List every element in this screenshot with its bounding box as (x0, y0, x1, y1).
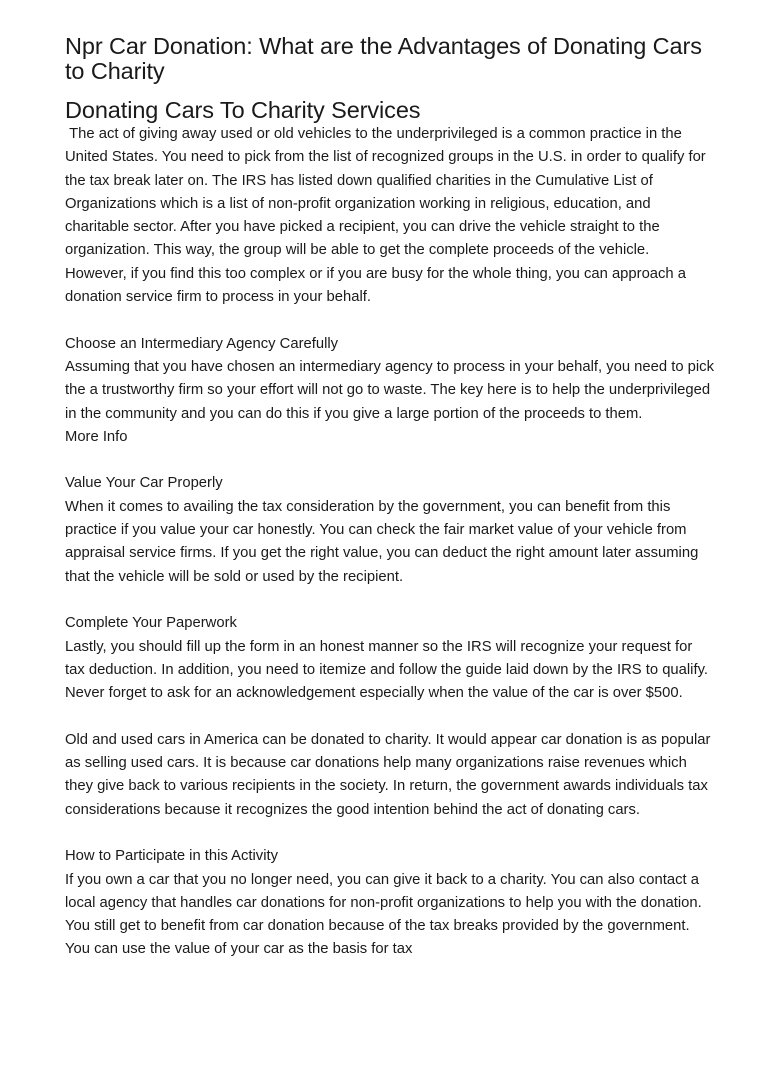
more-info-link[interactable]: More Info (65, 428, 128, 445)
subheading-value-car: Value Your Car Properly (65, 475, 223, 492)
intro-paragraph: The act of giving away used or old vehicles to the underprivileged is a common practice in the United States. You need to pick from the list of recognized groups in the U.S. in order to qualify for the tax break later on. The IRS has listed down qualified charities in the Cumulative List of Organizations which is a list of non-profit organization working in religious, education, and charitable sector. After you have picked a recipient, you can drive the vehicle straight to the organization. This way, the group will be able to get the complete proceeds of the vehicle. However, if you find this too complex or if you are busy for the whole thing, you can approach a donation service firm to process in your behalf. (65, 126, 710, 306)
section-participate (65, 845, 715, 961)
paragraph-gap (65, 822, 715, 845)
paragraph-old-used-cars: Old and used cars in America can be donated to charity. It would appear car donation is as popular as selling used cars. It is because car donations help many organizations raise revenues which they give back to various recipients in the society. In return, the government awards individuals tax considerations because it recognizes the good intention behind the act of donating cars. (65, 731, 711, 818)
paragraph-gap (65, 705, 715, 728)
paragraph-gap (65, 449, 715, 472)
section-old-used-cars (65, 729, 715, 822)
paragraph-intermediary: Assuming that you have chosen an intermediary agency to process in your behalf, you need to pick the a trustworthy firm so your effort will not go to waste. The key here is to help the underprivileged in the community and you can do this if you give a large portion of the proceeds to them. (65, 358, 714, 422)
document-title: Npr Car Donation: What are the Advantages of Donating Cars to Charity (65, 33, 702, 84)
document-page (65, 34, 715, 962)
paragraph-gap (65, 309, 715, 332)
paragraph-gap (65, 589, 715, 612)
document-body (65, 123, 715, 962)
subheading-paperwork: Complete Your Paperwork (65, 615, 237, 632)
section-intermediary (65, 333, 715, 449)
section-value-car (65, 472, 715, 588)
paragraph-value-car: When it comes to availing the tax consideration by the government, you can benefit from this practice if you value your car honestly. You can check the fair market value of your vehicle from appraisal service firms. If you get the right value, you can deduct the right amount later assuming that the vehicle will be sold or used by the recipient. (65, 498, 699, 585)
subheading-intermediary: Choose an Intermediary Agency Carefully (65, 335, 339, 352)
subheading-participate: How to Participate in this Activity (65, 848, 278, 865)
section-heading: Donating Cars To Charity Services (65, 97, 421, 123)
section-paperwork (65, 612, 715, 705)
paragraph-paperwork: Lastly, you should fill up the form in an honest manner so the IRS will recognize your request for tax deduction. In addition, you need to itemize and follow the guide laid down by the IRS to qualify. Never forget to ask for an acknowledgement especially when the value of the car is over $500. (65, 638, 708, 702)
paragraph-participate: If you own a car that you no longer need, you can give it back to a charity. You can also contact a local agency that handles car donations for non-profit organizations to help you with the donation. You still get to benefit from car donation because of the tax breaks provided by the government. You can use the value of your car as the basis for tax (65, 871, 702, 958)
